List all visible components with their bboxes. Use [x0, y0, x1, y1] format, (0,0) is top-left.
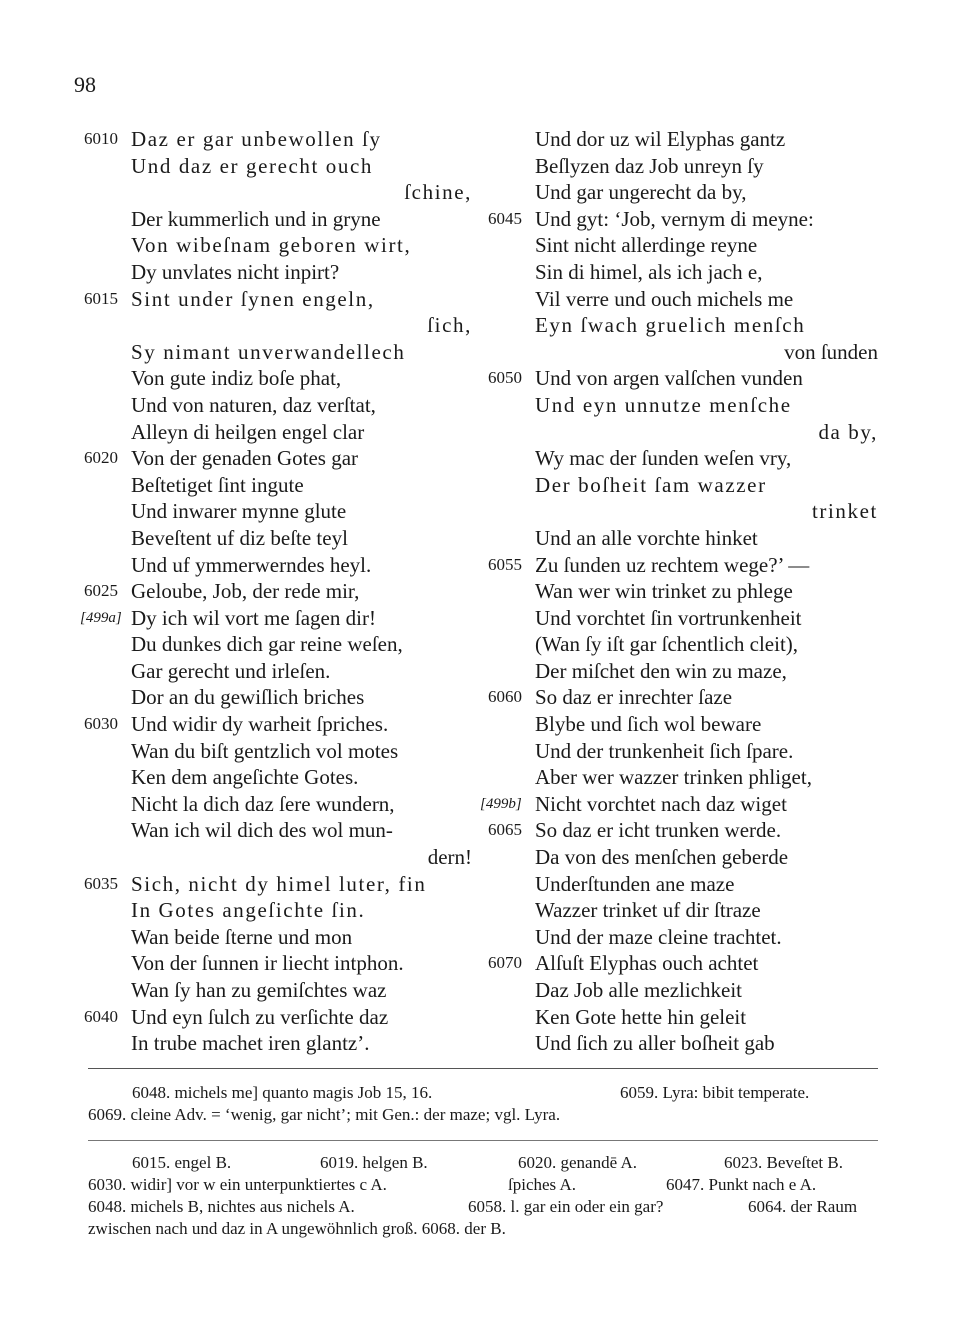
left-verse-line [0, 711, 490, 738]
left-verse-line [0, 684, 490, 711]
verse-text: Und widir dy warheit ſpriches. [131, 712, 389, 737]
variant-6015: 6015. engel B. [132, 1153, 232, 1172]
right-verse-line [486, 312, 886, 339]
line-number: 6055 [488, 554, 522, 574]
footnote-rule-lower [88, 1140, 878, 1141]
verse-text: Daz Job alle mezlichkeit [535, 978, 742, 1002]
verse-text: Dy unvlates nicht inpirt? [131, 259, 340, 284]
right-verse-line [486, 764, 886, 791]
right-verse-line [486, 711, 886, 738]
verse-text: Der boſheit ſam wazzer [535, 472, 767, 497]
verse-text: Von der genaden Gotes gar [131, 446, 359, 471]
verse-text: da by, [818, 419, 878, 444]
line-number: 6030 [84, 714, 118, 734]
right-verse-line [486, 153, 886, 180]
verse-text: Wan ſy han zu gemiſchtes waz [131, 978, 387, 1002]
variant-6048: 6048. michels B, nichtes aus nichels A. [88, 1197, 355, 1216]
verse-text: von ſunden [784, 339, 878, 364]
right-verse-line [486, 950, 886, 977]
left-verse-line [0, 419, 490, 446]
line-number: 6035 [84, 873, 118, 893]
variant-6020: 6020. genandē A. [518, 1153, 637, 1172]
verse-text: Sy nimant unverwandellech [131, 339, 406, 364]
right-verse-line [486, 817, 886, 844]
right-verse-line [486, 738, 886, 765]
variant-6023: 6023. Beveſtet B. [724, 1153, 843, 1172]
verse-text: Alleyn di heilgen engel clar [131, 419, 365, 444]
left-verse-line [0, 605, 490, 632]
verse-text: Und an alle vorchte hinket [535, 525, 758, 550]
verse-text: Daz er gar unbewollen ſy [131, 127, 382, 151]
note-6069: 6069. cleine Adv. = ‘wenig, gar nicht’; mit Gen.: der maze; vgl. Lyra. [88, 1105, 561, 1124]
verse-text: In Gotes angeſichte ſin. [131, 898, 366, 923]
right-verse-line [486, 684, 886, 711]
left-verse-line [0, 631, 490, 658]
verse-text: Und eyn ſulch zu verſichte daz [131, 1004, 389, 1029]
right-verse-line [486, 498, 886, 525]
verse-text: Ken dem angeſichte Gotes. [131, 765, 359, 790]
line-number: 6010 [84, 129, 118, 148]
left-verse-line [0, 259, 490, 286]
verse-text: Wan ich wil dich des wol mun- [131, 818, 393, 843]
verse-text: Underſtunden ane maze [535, 871, 735, 896]
right-verse-line [486, 578, 886, 605]
verse-text: Beveſtent uf diz beſte teyl [131, 525, 348, 550]
left-verse-line [0, 924, 490, 951]
right-verse-line [480, 791, 886, 818]
verse-text: Nicht vorchtet nach daz wiget [535, 791, 787, 816]
left-verse-line [0, 445, 490, 472]
verse-text: Und vorchtet ſin vortrunkenheit [535, 605, 802, 630]
verse-text: Gar gerecht und irleſen. [131, 658, 331, 683]
left-verse-line [0, 844, 490, 871]
verse-text: Und ſich zu aller boſheit gab [535, 1031, 775, 1056]
verse-text: Der kummerlich und in gryne [131, 206, 381, 231]
verse-text: dern! [427, 845, 472, 870]
left-verse-line [0, 392, 490, 419]
left-verse-line [0, 312, 490, 339]
verse-text: trinket [811, 499, 878, 524]
left-verse-line [0, 552, 490, 579]
verse-text: Sint nicht allerdinge reyne [535, 233, 758, 258]
right-verse-column [480, 126, 886, 1057]
variant-6064-cont: zwischen nach und daz in A ungewöhnlich groß. 6068. der B. [88, 1219, 506, 1238]
right-verse-line [486, 259, 886, 286]
right-verse-line [486, 924, 886, 951]
verse-text: In trube machet iren glantz’. [131, 1031, 370, 1056]
variant-6047: 6047. Punkt nach e A. [666, 1175, 817, 1194]
left-verse-line [0, 950, 490, 977]
left-verse-column [0, 126, 490, 1057]
left-verse-line [0, 871, 490, 898]
verse-text: Sin di himel, als ich jach e, [535, 259, 763, 284]
right-verse-line [486, 445, 886, 472]
variant-6019: 6019. helgen B. [320, 1153, 428, 1172]
verse-text: Beſtetiget ſint ingute [131, 472, 304, 497]
left-verse-line [0, 658, 490, 685]
right-verse-line [486, 392, 886, 419]
line-number: 6045 [488, 208, 522, 228]
line-number: 6015 [84, 288, 118, 308]
verse-text: Blybe und ſich wol beware [535, 712, 762, 737]
verse-text: Und der trunkenheit ſich ſpare. [535, 738, 794, 763]
verse-text: Der miſchet den win zu maze, [535, 658, 787, 683]
right-verse-line [486, 472, 886, 499]
verse-text: Dy ich wil vort me ſagen dir! [131, 605, 376, 630]
line-number: 6025 [84, 581, 118, 601]
right-verse-line [486, 232, 886, 259]
variant-6064: 6064. der Raum [748, 1197, 858, 1216]
right-verse-line [486, 552, 886, 579]
right-verse-line [486, 631, 886, 658]
left-verse-line [0, 791, 490, 818]
verse-text: Aber wer wazzer trinken phliget, [535, 765, 812, 790]
left-verse-line [0, 1030, 490, 1057]
verse-text: Von wibeſnam geboren wirt, [131, 233, 412, 258]
verse-text: Eyn ſwach gruelich menſch [535, 313, 806, 338]
verse-text: (Wan ſy iſt gar ſchentlich cleit), [535, 632, 799, 657]
right-verse-line [486, 206, 886, 233]
left-verse-line [0, 365, 490, 392]
right-verse-line [486, 286, 886, 313]
left-verse-line [0, 472, 490, 499]
left-verse-line [0, 286, 490, 313]
left-verse-line [0, 206, 490, 233]
verse-text: Und von argen valſchen vunden [535, 366, 803, 391]
line-number: 6065 [488, 820, 522, 840]
verse-text: Nicht la dich daz ſere wundern, [131, 791, 395, 816]
verse-text: Und der maze cleine trachtet. [535, 924, 782, 949]
right-verse-line [486, 365, 886, 392]
left-verse-line [0, 153, 490, 180]
variant-readings [88, 1152, 888, 1240]
commentary-notes [88, 1082, 888, 1126]
verse-text: So daz er inrechter ſaze [535, 685, 733, 710]
verse-text: Geloube, Job, der rede mir, [131, 579, 360, 604]
verse-text: Und gar ungerecht da by, [535, 180, 747, 205]
line-number: 6020 [84, 448, 118, 468]
right-verse-line [486, 525, 886, 552]
line-number: 6070 [488, 953, 522, 973]
verse-text: Und daz er gerecht ouch [131, 153, 374, 178]
right-verse-line [486, 1004, 886, 1031]
line-number: 6040 [84, 1006, 118, 1026]
right-verse-line [486, 1030, 886, 1057]
right-verse-line [486, 419, 886, 446]
right-verse-line [486, 871, 886, 898]
verse-text: Beſlyzen daz Job unreyn ſy [535, 153, 764, 178]
variant-6030: 6030. widir] vor w ein unterpunktiertes c A. [88, 1175, 387, 1194]
right-verse-line [486, 844, 886, 871]
verse-text: So daz er icht trunken werde. [535, 818, 782, 843]
left-verse-line [0, 498, 490, 525]
line-number: 6050 [488, 368, 522, 388]
left-verse-line [0, 977, 490, 1004]
verse-text: Von gute indiz boſe phat, [131, 366, 342, 391]
verse-text: Du dunkes dich gar reine weſen, [131, 632, 403, 657]
verse-text: Zu ſunden uz rechtem wege?’ — [535, 552, 810, 577]
left-verse-line [0, 179, 490, 206]
verse-text: Wazzer trinket uf dir ſtraze [535, 898, 761, 923]
verse-text: Dor an du gewiſlich briches [131, 685, 365, 710]
note-6059: 6059. Lyra: bibit temperate. [620, 1083, 810, 1102]
left-verse-line [0, 339, 490, 366]
variant-6058: 6058. l. gar ein oder ein gar? [468, 1197, 664, 1216]
right-verse-line [486, 897, 886, 924]
verse-text: Von der ſunnen ir liecht intphon. [131, 951, 404, 976]
left-verse-line [0, 126, 490, 153]
verse-text: Sich, nicht dy himel luter, fin [131, 871, 427, 896]
left-verse-line [0, 525, 490, 552]
left-verse-line [0, 1004, 490, 1031]
verse-text: Und dor uz wil Elyphas gantz [535, 127, 786, 151]
right-verse-line [486, 339, 886, 366]
verse-text: ſchine, [404, 180, 472, 205]
left-verse-line [0, 764, 490, 791]
left-verse-line [0, 817, 490, 844]
left-verse-line [0, 578, 490, 605]
left-verse-line [0, 738, 490, 765]
verse-text: Wan beide ſterne und mon [131, 924, 353, 949]
verse-text: ſich, [427, 313, 472, 338]
verse-text: Und gyt: ‘Job, vernym di meyne: [535, 206, 814, 231]
verse-text: Da von des menſchen geberde [535, 845, 789, 870]
right-verse-line [486, 126, 886, 153]
line-number: 6060 [488, 687, 522, 707]
right-verse-line [486, 658, 886, 685]
right-verse-line [486, 605, 886, 632]
verse-text: Ken Gote hette hin geleit [535, 1004, 747, 1029]
verse-text: Vil verre und ouch michels me [535, 286, 794, 311]
verse-text: Und eyn unnutze menſche [535, 392, 792, 417]
page-number: 98 [74, 72, 96, 97]
verse-text: Wan wer win trinket zu phlege [535, 579, 793, 604]
verse-text: Und von naturen, daz verſtat, [131, 392, 376, 417]
right-verse-line [486, 179, 886, 206]
footnote-rule-upper [88, 1068, 878, 1069]
manuscript-folio-ref: [499a] [80, 609, 122, 626]
verse-text: Wan du biſt gentzlich vol motes [131, 738, 399, 763]
variant-6030-b: ſpiches A. [508, 1175, 576, 1194]
verse-text: Sint under ſynen engeln, [131, 286, 375, 311]
verse-text: Alſuſt Elyphas ouch achtet [535, 951, 759, 976]
left-verse-line [0, 897, 490, 924]
verse-text: Wy mac der ſunden weſen vry, [535, 446, 792, 471]
verse-text: Und inwarer mynne glute [131, 499, 347, 524]
manuscript-folio-ref: [499b] [480, 795, 522, 812]
verse-text: Und uf ymmerwerndes heyl. [131, 552, 372, 577]
note-6048: 6048. michels me] quanto magis Job 15, 16. [132, 1083, 433, 1102]
left-verse-line [0, 232, 490, 259]
right-verse-line [486, 977, 886, 1004]
